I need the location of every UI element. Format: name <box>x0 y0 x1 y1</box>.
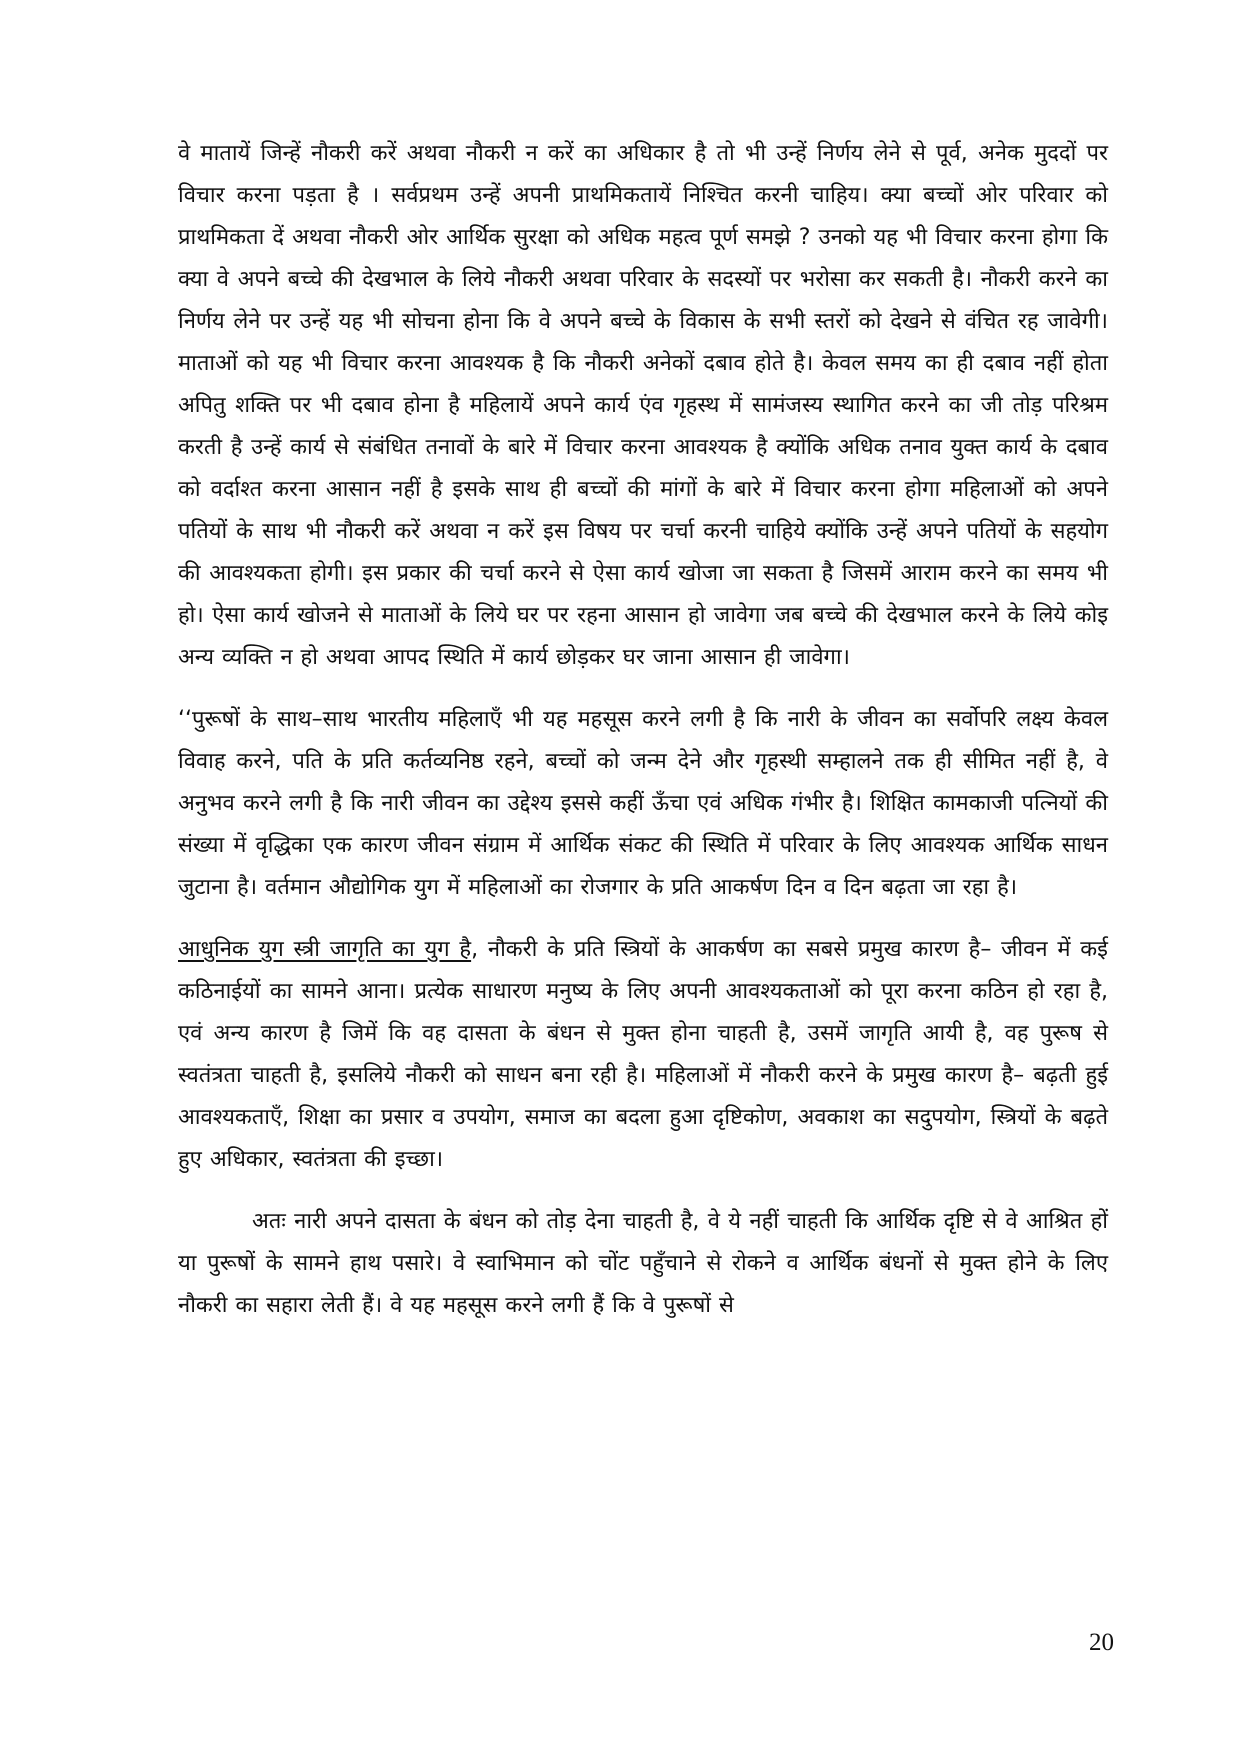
paragraph-mothers-job-decision <box>178 133 1108 679</box>
paragraph-indian-women-awareness <box>178 699 1108 909</box>
page-number: 20 <box>1089 1629 1114 1656</box>
paragraph-text: , नौकरी के प्रति स्त्रियों के आकर्षण का सबसे प्रमुख कारण है– जीवन में कई कठिनाईयों का सामने आना। प्रत्येक साधारण मनुष्य के लिए अपनी आवश्यकताओं को पूरा करना कठिन हो रहा है, एवं अन्य कारण है जिमें कि वह दासता के बंधन से मुक्त होना चाहती है, उसमें जागृति आयी है, वह पुरूष से स्वतंत्रता चाहती है, इसलिये नौकरी को साधन बना रही है। महिलाओं में नौकरी करने के प्रमुख कारण है– बढ़ती हुई आवश्यकताएँ, शिक्षा का प्रसार व उपयोग, समाज का बदला हुआ दृष्टिकोण, अवकाश का सदुपयोग, स्त्रियों के बढ़ते हुए अधिकार, स्वतंत्रता की इच्छा। <box>178 937 1108 1172</box>
paragraph-breaking-bondage <box>178 1201 1108 1327</box>
body-text <box>178 133 1108 1347</box>
paragraph-modern-era-awakening <box>178 929 1108 1181</box>
underlined-phrase: आधुनिक युग स्त्री जागृति का युग है <box>178 937 472 962</box>
paragraph-text: अतः नारी अपने दासता के बंधन को तोड़ देना चाहती है, वे ये नहीं चाहती कि आर्थिक दृष्टि से वे आश्रित हों या पुरूषों के सामने हाथ पसारे। वे स्वाभिमान को चोंट पहुँचाने से रोकने व आर्थिक बंधनों से मुक्त होने के लिए नौकरी का सहारा लेती हैं। वे यह महसूस करने लगी हैं कि वे पुरूषों से <box>178 1209 1108 1318</box>
paragraph-text: वे मातायें जिन्हें नौकरी करें अथवा नौकरी न करें का अधिकार है तो भी उन्हें निर्णय लेने से पूर्व, अनेक मुददों पर विचार करना पड़ता है । सर्वप्रथम उन्हें अपनी प्राथमिकतायें निश्चित करनी चाहिय। क्या बच्चों ओर परिवार को प्राथमिकता दें अथवा नौकरी ओर आर्थिक सुरक्षा को अधिक महत्व पूर्ण समझे ? उनको यह भी विचार करना होगा कि क्या वे अपने बच्चे की देखभाल के लिये नौकरी अथवा परिवार के सदस्यों पर भरोसा कर सकती है। नौकरी करने का निर्णय लेने पर उन्हें यह भी सोचना होना कि वे अपने बच्चे के विकास के सभी स्तरों को देखने से वंचित रह जावेगी। माताओं को यह भी विचार करना आवश्यक है कि नौकरी अनेकों दबाव होते है। केवल समय का ही दबाव नहीं होता अपितु शक्ति पर भी दबाव होना है महिलायें अपने कार्य एंव गृहस्थ में सामंजस्य स्थागित करने का जी तोड़ परिश्रम करती है उन्हें कार्य से संबंधित तनावों के बारे में विचार करना आवश्यक है क्योंकि अधिक तनाव युक्त कार्य के दबाव को वर्दाश्त करना आसान नहीं है इसके साथ ही बच्चों की मांगों के बारे में विचार करना होगा महिलाओं को अपने पतियों के साथ भी नौकरी करें अथवा न करें इस विषय पर चर्चा करनी चाहिये क्योंकि उन्हें अपने पतियों के सहयोग की आवश्यकता होगी। इस प्रकार की चर्चा करने से ऐसा कार्य खोजा जा सकता है जिसमें आराम करने का समय भी हो। ऐसा कार्य खोजने से माताओं के लिये घर पर रहना आसान हो जावेगा जब बच्चे की देखभाल करने के लिये कोइ अन्य व्यक्ति न हो अथवा आपद स्थिति में कार्य छोड़कर घर जाना आसान ही जावेगा। <box>178 141 1108 670</box>
paragraph-text: ‘‘पुरूषों के साथ–साथ भारतीय महिलाएँ भी यह महसूस करने लगी है कि नारी के जीवन का सर्वोपरि लक्ष्य केवल विवाह करने, पति के प्रति कर्तव्यनिष्ठ रहने, बच्चों को जन्म देने और गृहस्थी सम्हालने तक ही सीमित नहीं है, वे अनुभव करने लगी है कि नारी जीवन का उद्देश्य इससे कहीं ऊँचा एवं अधिक गंभीर है। शिक्षित कामकाजी पत्नियों की संख्या में वृद्धिका एक कारण जीवन संग्राम में आर्थिक संकट की स्थिति में परिवार के लिए आवश्यक आर्थिक साधन जुटाना है। वर्तमान औद्योगिक युग में महिलाओं का रोजगार के प्रति आकर्षण दिन व दिन बढ़ता जा रहा है। <box>178 707 1108 900</box>
